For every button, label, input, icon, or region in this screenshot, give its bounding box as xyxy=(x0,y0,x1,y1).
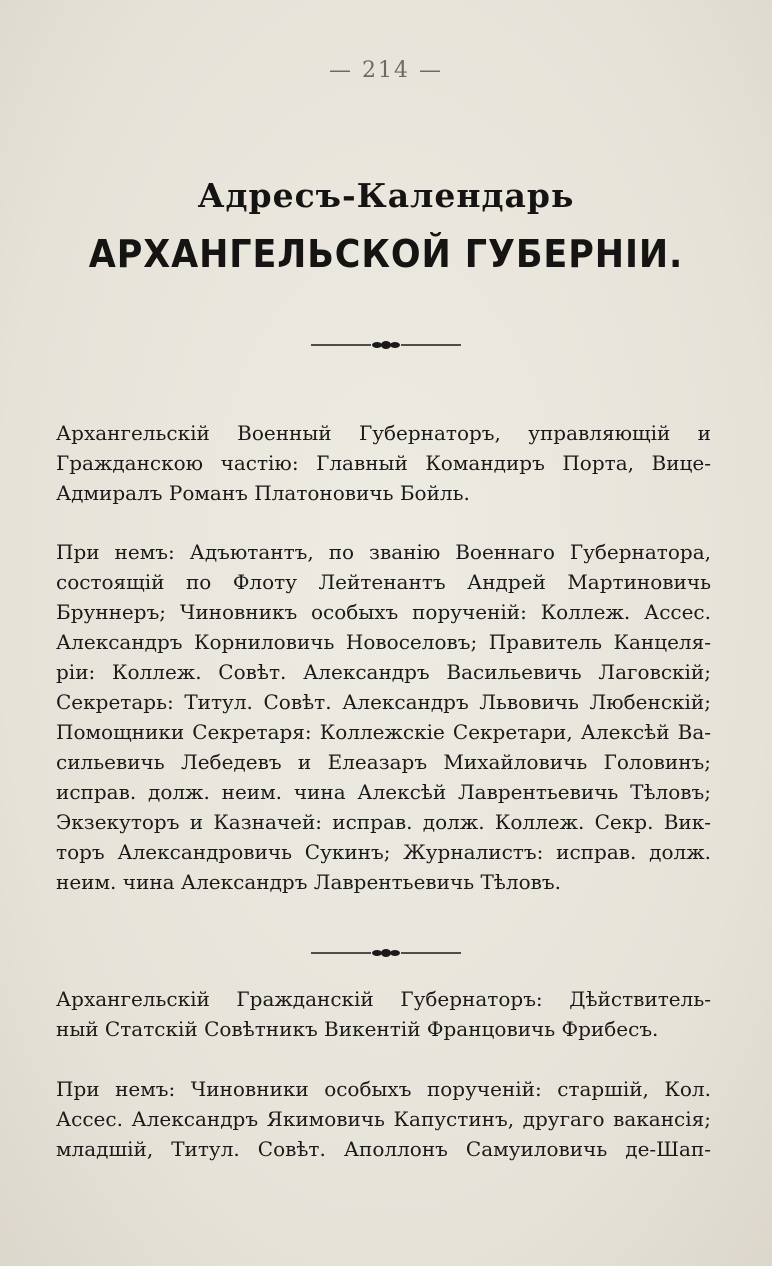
page-number: — 214 — xyxy=(329,58,443,83)
ornament-divider-top xyxy=(0,338,772,352)
text-line: При немъ: Чиновники особыхъ порученій: старшій, Кол. xyxy=(56,1077,711,1101)
text-line: Архангельскій Военный Губернаторъ, управляющій и xyxy=(56,421,711,445)
text-line: ный Статскій Совѣтникъ Викентій Францовичь Фрибесъ. xyxy=(56,1017,659,1041)
text-line: младшій, Титул. Совѣт. Аполлонъ Самуиловичь де-Шап- xyxy=(56,1137,711,1161)
text-line: Секретарь: Титул. Совѣт. Александръ Львовичь Любенскій; xyxy=(56,690,711,714)
text-line: неим. чина Александръ Лаврентьевичь Тѣловъ. xyxy=(56,870,561,894)
text-line: Бруннеръ; Чиновникъ особыхъ порученій: Коллеж. Ассес. xyxy=(56,600,711,624)
text-line: ріи: Коллеж. Совѣт. Александръ Васильевичь Лаговскій; xyxy=(56,660,711,684)
text-line: Помощники Секретаря: Коллежскіе Секретари, Алексѣй Ва- xyxy=(56,720,711,744)
text-line: Адмиралъ Романъ Платоновичь Бойль. xyxy=(56,481,470,505)
text-line: Ассес. Александръ Якимовичь Капустинъ, другаго вакансія; xyxy=(56,1107,711,1131)
text-line: торъ Александровичь Сукинъ; Журналистъ: исправ. долж. xyxy=(56,840,711,864)
paragraph-civil-governor xyxy=(56,984,711,1044)
paragraph-military-governor xyxy=(56,418,711,508)
ornament-divider-bottom xyxy=(0,946,772,960)
title-line-1: Адресъ-Календарь xyxy=(197,176,575,215)
text-line: Архангельскій Гражданскій Губернаторъ: Дѣйствитель- xyxy=(56,987,711,1011)
text-line: Александръ Корниловичь Новоселовъ; Правитель Канцеля- xyxy=(56,630,711,654)
title-line-2: АРХАНГЕЛЬСКОЙ ГУБЕРНІИ. xyxy=(88,232,684,276)
text-line: Экзекуторъ и Казначей: исправ. долж. Коллеж. Секр. Вик- xyxy=(56,810,711,834)
text-line: При немъ: Адъютантъ, по званію Военнаго Губернатора, xyxy=(56,540,711,564)
text-line: состоящій по Флоту Лейтенантъ Андрей Мартиновичь xyxy=(56,570,711,594)
paragraph-civil-governor-staff xyxy=(56,1074,711,1164)
text-line: сильевичь Лебедевъ и Елеазаръ Михайловичь Головинъ; xyxy=(56,750,711,774)
text-line: исправ. долж. неим. чина Алексѣй Лаврентьевичь Тѣловъ; xyxy=(56,780,711,804)
paragraph-military-governor-staff xyxy=(56,537,711,897)
text-line: Гражданскою частію: Главный Командиръ Порта, Вице- xyxy=(56,451,711,475)
